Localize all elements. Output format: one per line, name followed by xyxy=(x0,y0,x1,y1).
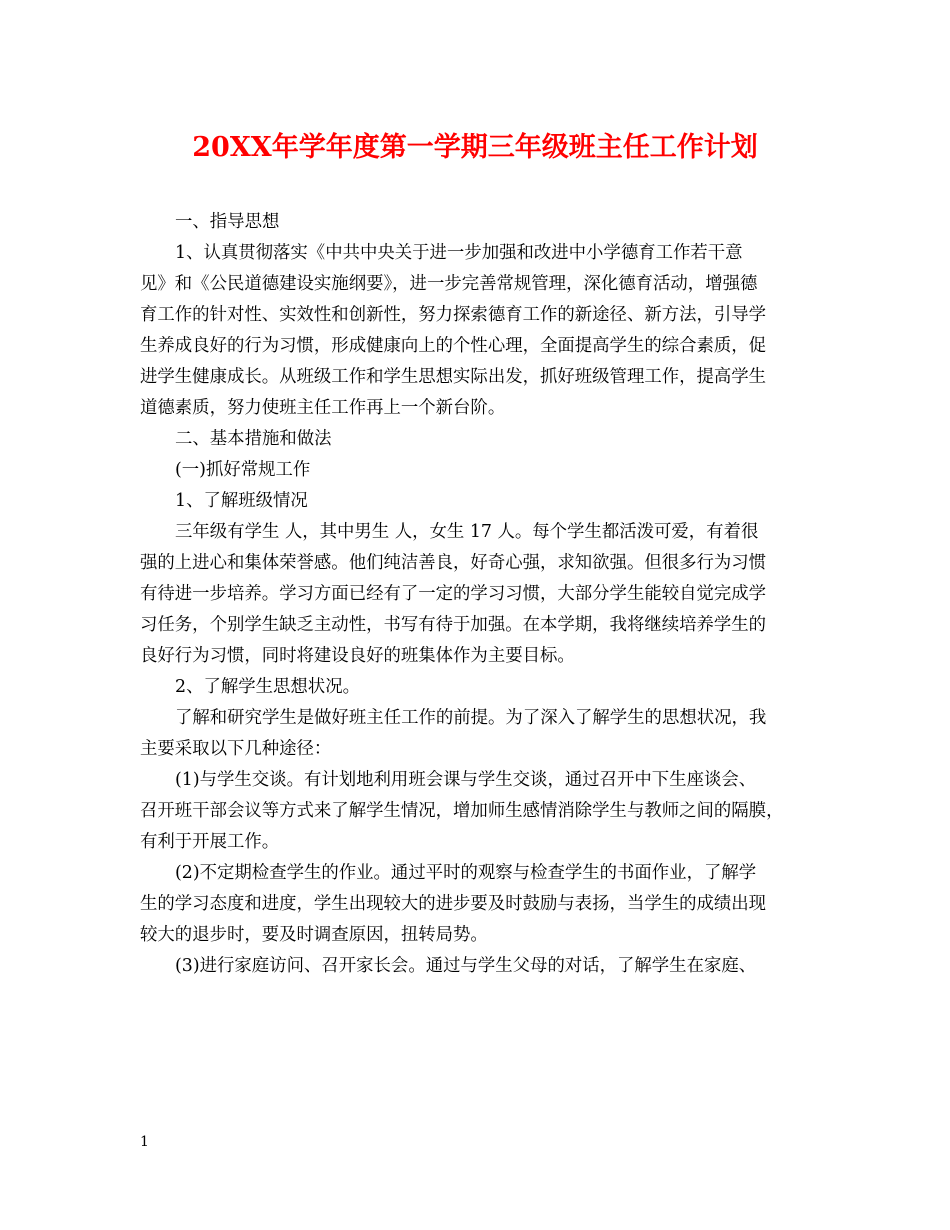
body-line: 2、了解学生思想状况。 xyxy=(175,677,360,697)
body-line: (3)进行家庭访问、召开家长会。通过与学生父母的对话，了解学生在家庭、 xyxy=(175,956,757,976)
body-line: 见》和《公民道德建设实施纲要》，进一步完善常规管理，深化德育活动，增强德 xyxy=(140,274,758,294)
body-line: 生的学习态度和进度，学生出现较大的进步要及时鼓励与表扬，当学生的成绩出现 xyxy=(140,894,767,914)
body-line: 召开班干部会议等方式来了解学生情况，增加师生感情消除学生与教师之间的隔膜， xyxy=(140,801,784,821)
body-line: 二、基本措施和做法 xyxy=(175,429,332,449)
document-title: 20XX年学年度第一学期三年级班主任工作计划 xyxy=(192,132,758,163)
body-line: 进学生健康成长。从班级工作和学生思想实际出发，抓好班级管理工作，提高学生 xyxy=(140,367,767,387)
body-line: 生养成良好的行为习惯，形成健康向上的个性心理，全面提高学生的综合素质，促 xyxy=(140,336,767,356)
body-line: 强的上进心和集体荣誉感。他们纯洁善良，好奇心强，求知欲强。但很多行为习惯 xyxy=(140,553,767,573)
body-line: 有利于开展工作。 xyxy=(140,832,280,852)
body-line: 习任务，个别学生缺乏主动性，书写有待于加强。在本学期，我将继续培养学生的 xyxy=(140,615,767,635)
body-line: 主要采取以下几种途径： xyxy=(140,739,332,759)
body-line: (一)抓好常规工作 xyxy=(175,460,311,480)
body-line: 育工作的针对性、实效性和创新性，努力探索德育工作的新途径、新方法，引导学 xyxy=(140,305,767,325)
body-line: 较大的退步时，要及时调查原因，扭转局势。 xyxy=(140,925,488,945)
body-line: 一、指导思想 xyxy=(175,212,280,232)
body-line: 了解和研究学生是做好班主任工作的前提。为了深入了解学生的思想状况，我 xyxy=(175,708,767,728)
body-line: 有待进一步培养。学习方面已经有了一定的学习习惯，大部分学生能较自觉完成学 xyxy=(140,584,767,604)
page-number: 1 xyxy=(140,1134,149,1150)
body-line: 1、认真贯彻落实《中共中央关于进一步加强和改进中小学德育工作若干意 xyxy=(175,243,743,263)
body-line: 良好行为习惯，同时将建设良好的班集体作为主要目标。 xyxy=(140,646,575,666)
document-body xyxy=(140,207,820,982)
body-line: (1)与学生交谈。有计划地利用班会课与学生交谈，通过召开中下生座谈会、 xyxy=(175,770,757,790)
body-line: 三年级有学生 人，其中男生 人，女生 17 人。每个学生都活泼可爱，有着很 xyxy=(175,522,759,542)
body-line: (2)不定期检查学生的作业。通过平时的观察与检查学生的书面作业，了解学 xyxy=(175,863,757,883)
body-line: 1、了解班级情况 xyxy=(175,491,308,511)
body-line: 道德素质，努力使班主任工作再上一个新台阶。 xyxy=(140,398,506,418)
